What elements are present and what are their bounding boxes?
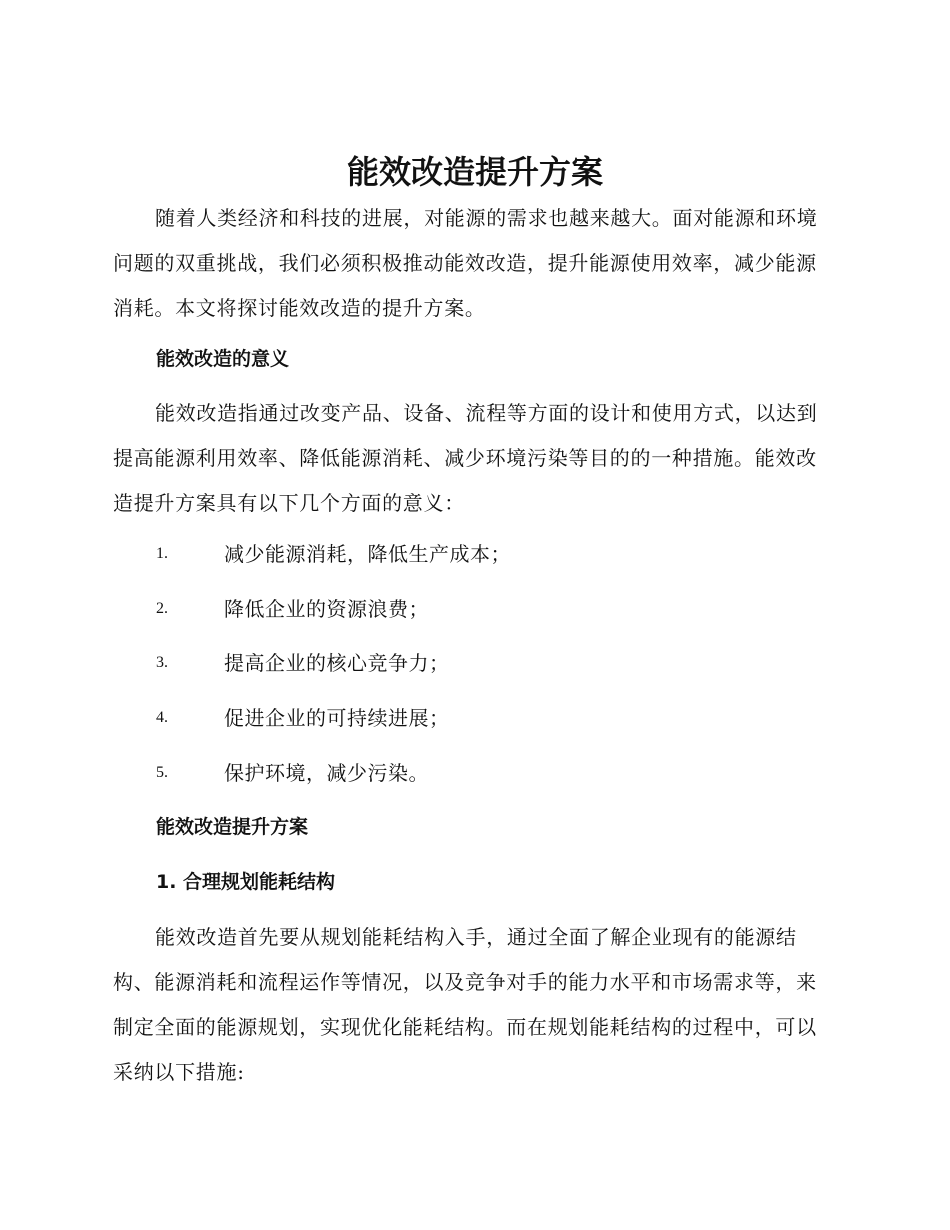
list-item-text: 降低企业的资源浪费； <box>224 597 429 621</box>
list-item-text: 减少能源消耗，降低生产成本； <box>224 542 511 566</box>
list-item-number: 1. <box>156 545 168 562</box>
list-item-text: 促进企业的可持续进展； <box>224 706 450 730</box>
list-item-number: 3. <box>156 654 168 671</box>
list-item-number: 4. <box>156 709 168 726</box>
energy-structure-paragraph: 能效改造首先要从规划能耗结构入手，通过全面了解企业现有的能源结构、能源消耗和流程运作等情况，以及竞争对手的能力水平和市场需求等，来制定全面的能源规划，实现优化能耗结构。而在规划能耗结构的过程中，可以采纳以下措施: <box>113 925 817 1084</box>
section-heading-plan: 能效改造提升方案 <box>156 816 309 838</box>
section-heading-significance: 能效改造的意义 <box>156 348 290 370</box>
subheading-energy-structure: 1. 合理规划能耗结构 <box>156 871 336 893</box>
document-title: 能效改造提升方案 <box>346 153 603 191</box>
list-item-number: 2. <box>156 600 168 617</box>
list-item-number: 5. <box>156 764 168 781</box>
significance-paragraph: 能效改造指通过改变产品、设备、流程等方面的设计和使用方式，以达到提高能源利用效率、降低能源消耗、减少环境污染等目的的一种措施。能效改造提升方案具有以下几个方面的意义： <box>113 401 818 515</box>
list-item-text: 提高企业的核心竞争力； <box>224 651 450 675</box>
list-item-text: 保护环境，减少污染。 <box>224 761 429 785</box>
intro-paragraph: 随着人类经济和科技的进展，对能源的需求也越来越大。面对能源和环境问题的双重挑战，我们必须积极推动能效改造，提升能源使用效率，减少能源消耗。本文将探讨能效改造的提升方案。 <box>113 206 818 320</box>
